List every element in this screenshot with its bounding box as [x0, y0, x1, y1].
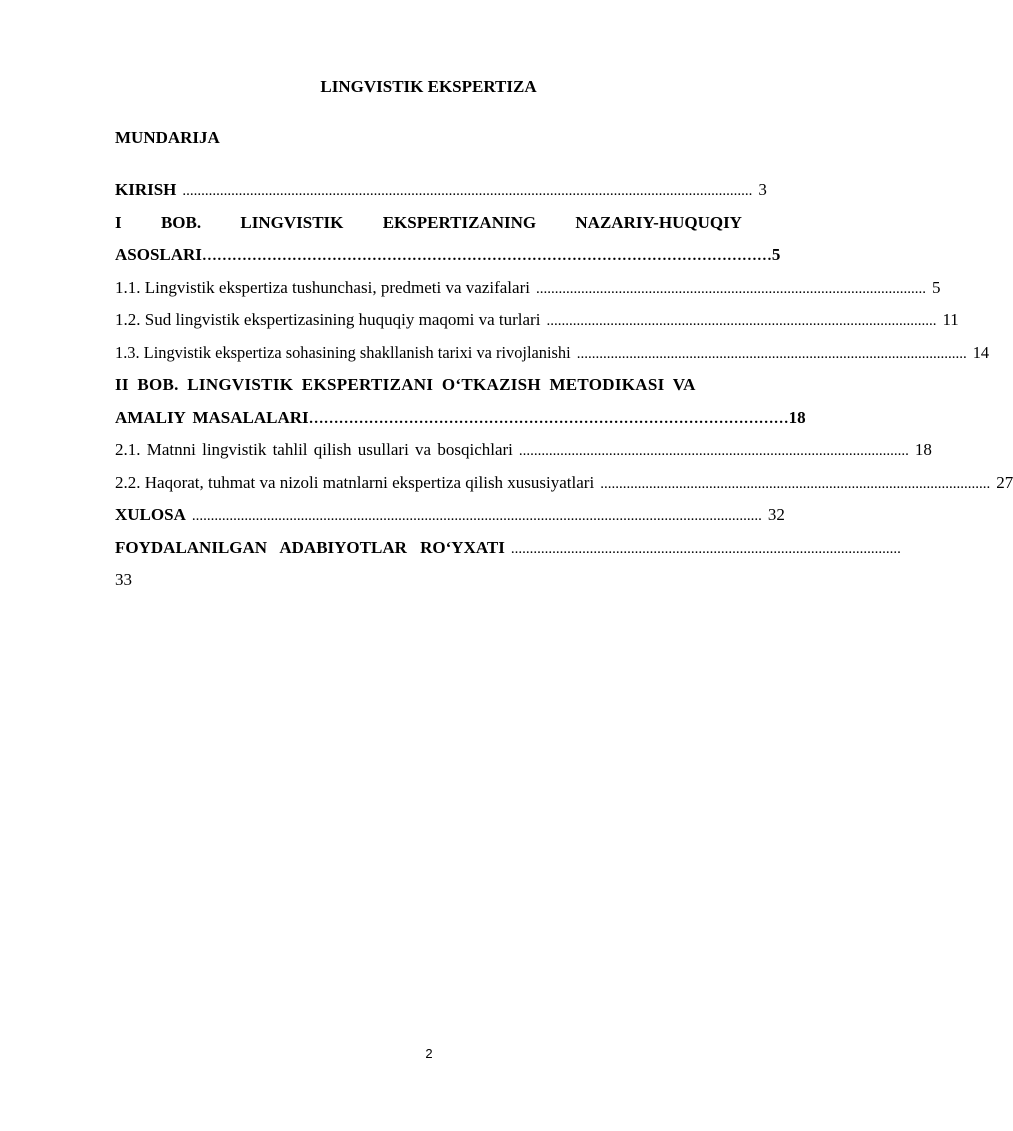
toc-entry-section-1-2[interactable]	[115, 307, 959, 340]
toc-entry-label: FOYDALANILGAN ADABIYOTLAR RO‘YXATI	[115, 537, 505, 557]
toc-entry-references[interactable]	[115, 535, 901, 568]
toc-entry-section-2-1[interactable]	[115, 437, 932, 470]
toc-page-number: 18	[914, 440, 932, 459]
toc-page-number: 14	[972, 342, 990, 362]
toc-word: I	[115, 212, 122, 232]
toc-entry-intro[interactable]	[115, 177, 767, 210]
toc-entry-label: 1.2. Sud lingvistik ekspertizasining huquqiy maqomi va turlari	[115, 310, 541, 329]
toc-entry-label: ASOSLARI	[115, 245, 202, 264]
dot-leader: ........................................................................................................	[510, 540, 901, 557]
toc-entry-label: 1.1. Lingvistik ekspertiza tushunchasi, predmeti va vazifalari	[115, 277, 530, 297]
toc-entry-section-1-3[interactable]	[115, 340, 990, 373]
toc-page-number: 5	[771, 245, 781, 264]
toc-entry-chapter2-line2[interactable]	[115, 405, 806, 438]
toc-entry-label: KIRISH	[115, 180, 177, 199]
dot-leader: ........................................................................................................	[600, 475, 991, 492]
toc-entry-references-page	[115, 567, 742, 600]
toc-entry-chapter2-line1[interactable]	[115, 372, 742, 405]
toc-entry-label: II BOB. LINGVISTIK EKSPERTIZANI O‘TKAZISH METODIKASI VA	[115, 375, 696, 394]
toc-entry-section-1-1[interactable]	[115, 275, 941, 308]
dot-leader: ........................................................................................................	[535, 280, 926, 297]
dot-leader: ……………………………………………………………………………………	[308, 410, 789, 427]
dot-leader: ……………………………………………………………………………………………………	[201, 248, 772, 264]
toc-page-number: 18	[788, 407, 806, 427]
dot-leader: ........................................................................................................	[576, 345, 967, 362]
toc-entry-label: 2.2. Haqorat, tuhmat va nizoli matnlarni ekspertiza qilish xususiyatlari	[115, 472, 595, 492]
toc-page-number: 5	[931, 277, 941, 297]
toc-page-number: 33	[115, 570, 132, 589]
table-of-contents	[115, 177, 1013, 600]
toc-word: EKSPERTIZANING	[382, 212, 537, 232]
toc-page-number: 3	[758, 180, 767, 199]
toc-entry-label: AMALIY MASALALARI	[115, 407, 309, 427]
toc-page-number: 11	[942, 310, 959, 329]
dot-leader: ........................................................................................................	[518, 443, 909, 459]
dot-leader: ........................................................................................................	[546, 313, 937, 329]
toc-entry-chapter1-line2[interactable]	[115, 242, 781, 275]
toc-word: NAZARIY-HUQUQIY	[575, 212, 742, 232]
page-title: LINGVISTIK EKSPERTIZA	[320, 77, 537, 96]
toc-entry-chapter1-line1[interactable]	[115, 210, 742, 243]
toc-page-number: 27	[996, 472, 1013, 492]
dot-leader: ........................................................................................................................................................	[191, 508, 762, 524]
toc-entry-conclusion[interactable]	[115, 502, 785, 535]
toc-page-number: 32	[767, 505, 785, 524]
toc-word: BOB.	[160, 212, 202, 232]
toc-entry-label: 1.3. Lingvistik ekspertiza sohasining shakllanish tarixi va rivojlanishi	[115, 342, 571, 362]
toc-entry-label: XULOSA	[115, 505, 186, 524]
page-number: 2	[425, 1046, 433, 1061]
toc-entry-section-2-2[interactable]	[115, 470, 1013, 503]
toc-entry-label: 2.1. Matnni lingvistik tahlil qilish usullari va bosqichlari	[115, 440, 513, 459]
dot-leader: ........................................................................................................................................................	[182, 183, 753, 199]
toc-word: LINGVISTIK	[240, 212, 344, 232]
toc-heading: MUNDARIJA	[115, 128, 220, 147]
